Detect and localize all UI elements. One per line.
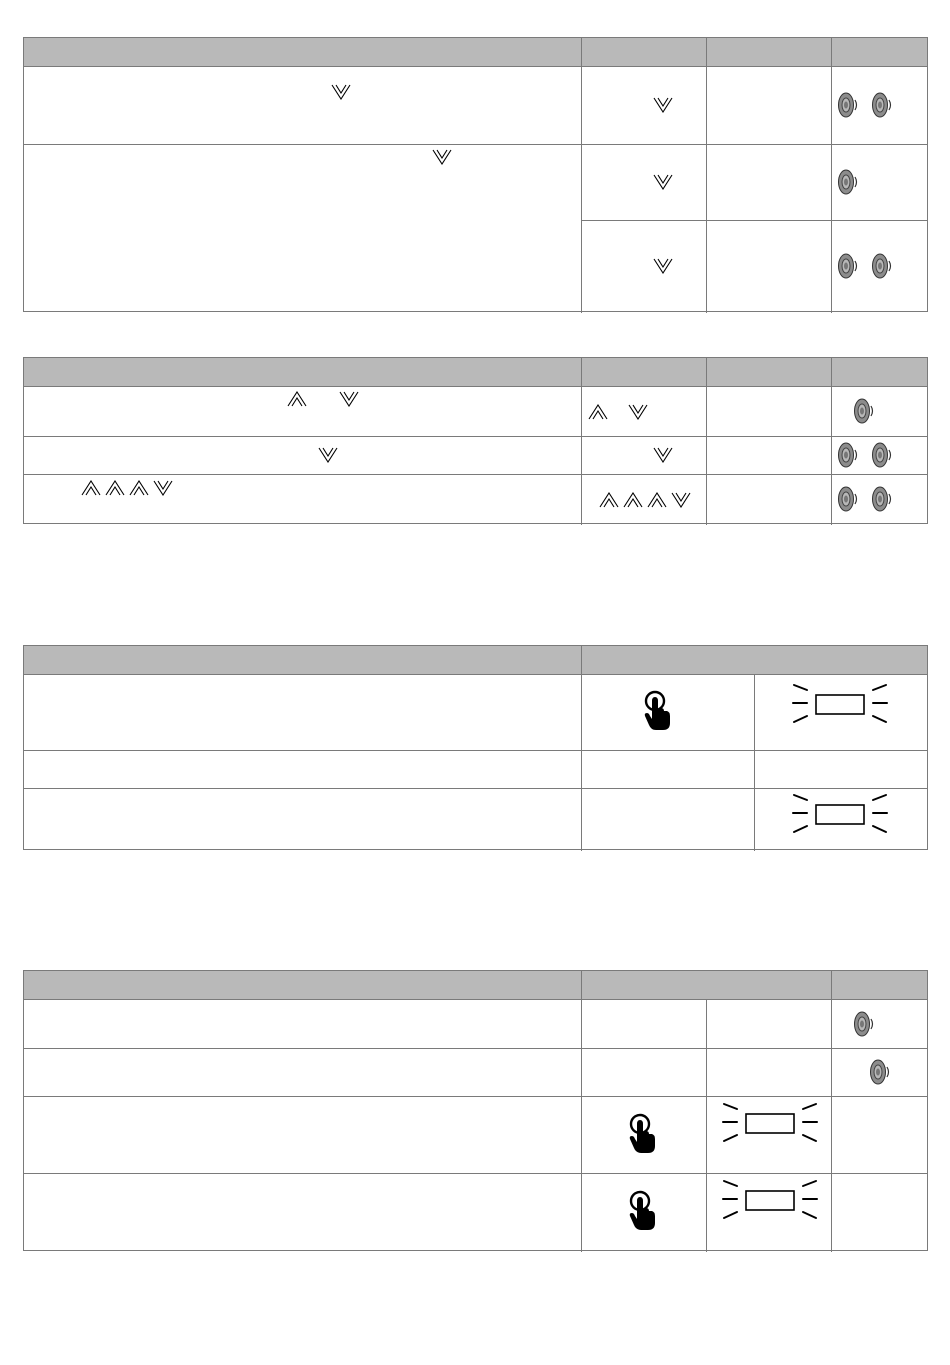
arrow-down-icon [628,404,648,420]
arrow-down-icon [339,391,359,407]
arrow-up-icon [105,480,125,496]
arrow-down-icon [318,447,338,463]
speaker-icon [837,484,861,514]
arrow-down-icon [653,97,673,113]
arrow-down-icon [653,174,673,190]
speaker-icon [871,251,895,281]
arrow-down-icon [671,492,691,508]
blinking-display-icon [720,1178,820,1222]
speaker-icon [837,90,861,120]
arrow-down-icon [653,447,673,463]
speaker-icon [837,167,861,197]
blinking-display-icon [720,1101,820,1145]
table-3 [23,645,928,850]
arrow-up-icon [287,391,307,407]
touch-icon [642,688,672,732]
touch-icon [627,1111,657,1155]
table-2 [23,357,928,524]
blinking-display-icon [790,682,890,726]
speaker-icon [837,251,861,281]
arrow-up-icon [81,480,101,496]
blinking-display-icon [790,792,890,836]
arrow-down-icon [432,149,452,165]
arrow-down-icon [331,84,351,100]
speaker-icon [853,396,877,426]
touch-icon [627,1188,657,1232]
table-header [24,38,927,67]
arrow-up-icon [647,492,667,508]
table-header [24,971,927,1000]
table-1 [23,37,928,312]
speaker-icon [869,1057,893,1087]
speaker-icon [837,440,861,470]
speaker-icon [853,1009,877,1039]
table-header [24,358,927,387]
speaker-icon [871,484,895,514]
arrow-up-icon [599,492,619,508]
arrow-down-icon [153,480,173,496]
arrow-down-icon [653,258,673,274]
speaker-icon [871,440,895,470]
arrow-up-icon [129,480,149,496]
table-header [24,646,927,675]
table-4 [23,970,928,1251]
arrow-up-icon [588,404,608,420]
speaker-icon [871,90,895,120]
arrow-up-icon [623,492,643,508]
